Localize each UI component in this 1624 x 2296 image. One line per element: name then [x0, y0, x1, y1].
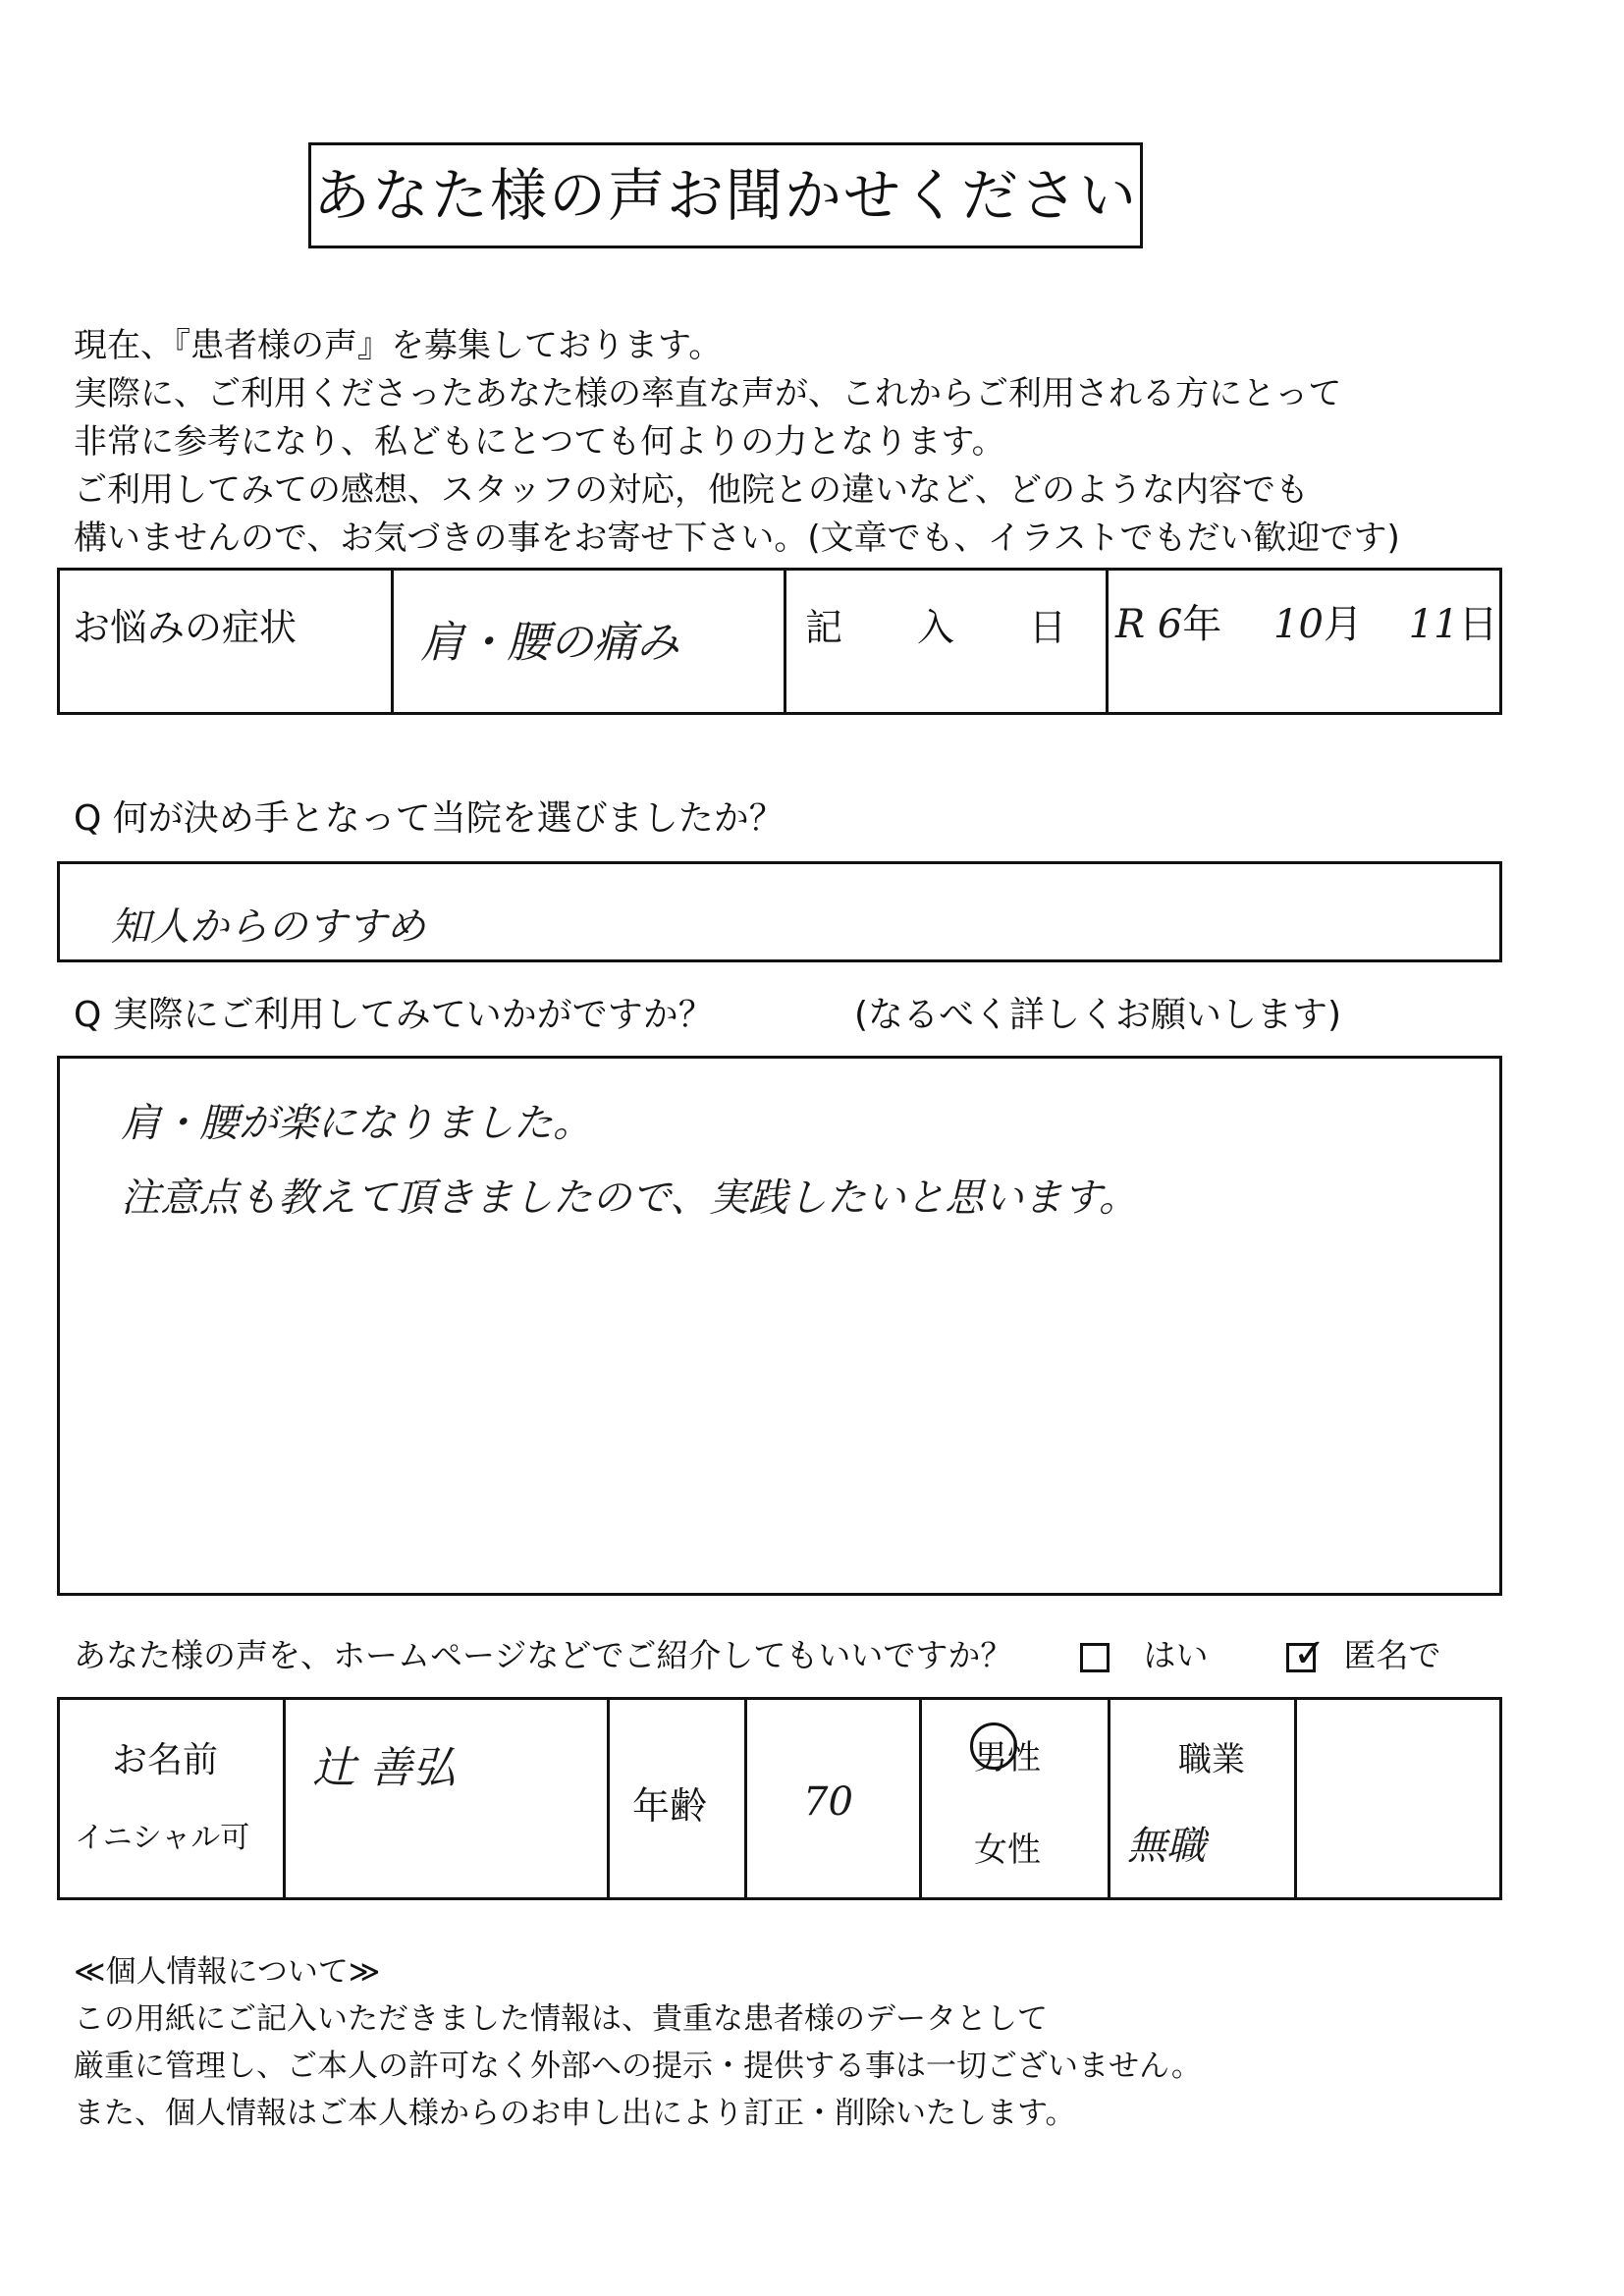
form-title: あなた様の声お聞かせください: [308, 142, 1143, 248]
symptom-row: [57, 568, 1502, 715]
q2-answer-box[interactable]: [57, 1056, 1502, 1596]
date-label: 記 入 日: [805, 606, 1067, 649]
consent-yes[interactable]: [1080, 1630, 1209, 1676]
date-year-unit: 年: [1182, 602, 1222, 647]
q1-answer-box[interactable]: [57, 861, 1502, 962]
q2-answer-line: 注意点も教えて頂きましたので、実践したいと思います。: [121, 1175, 1138, 1221]
check-mark-icon: ✓: [1293, 1630, 1326, 1676]
consent-anon[interactable]: [1286, 1630, 1441, 1676]
gender-female-label[interactable]: 女性: [974, 1831, 1041, 1870]
privacy-line: 厳重に管理し、ご本人の許可なく外部への提示・提供する事は一切ございません。: [74, 2049, 1202, 2084]
consent-anon-label: 匿名で: [1343, 1636, 1441, 1674]
privacy-heading: ≪個人情報について≫: [74, 1954, 381, 1990]
intro-text: [74, 322, 1400, 563]
intro-line: 現在、『患者様の声』を募集しております。: [74, 326, 723, 365]
gender-male-label: 男性: [974, 1738, 1041, 1777]
consent-yes-label: はい: [1143, 1636, 1209, 1674]
date-year: 6: [1157, 602, 1183, 647]
age-label: 年齢: [632, 1784, 708, 1828]
consent-anon-checkbox[interactable]: [1286, 1630, 1326, 1676]
name-label: お名前: [112, 1740, 219, 1780]
consent-yes-checkbox[interactable]: [1080, 1643, 1110, 1672]
intro-line: 実際に、ご利用くださったあなた様の率直な声が、これからご利用される方にとって: [74, 374, 1342, 413]
symptom-label: お悩みの症状: [73, 606, 298, 649]
symptom-value[interactable]: 肩・腰の痛み: [420, 618, 679, 668]
q2-note: (なるべく詳しくお願いします): [854, 995, 1342, 1035]
intro-line: ご利用してみての感想、スタッフの対応，他院との違いなど、どのような内容でも: [74, 470, 1309, 510]
intro-line: 構いませんので、お気づきの事をお寄せ下さい。(文章でも、イラストでもだい歓迎です): [74, 519, 1400, 558]
date-value[interactable]: [1115, 593, 1498, 649]
q1-answer: 知人からのすすめ: [111, 904, 426, 950]
date-month-unit: 月: [1323, 602, 1363, 647]
info-table: [57, 1697, 1502, 1900]
name-value[interactable]: 辻 善弘: [312, 1743, 456, 1793]
occupation-value[interactable]: 無職: [1127, 1824, 1206, 1869]
q2-answer-line: 肩・腰が楽になりました。: [121, 1101, 592, 1146]
privacy-line: この用紙にご記入いただきました情報は、貴重な患者様のデータとして: [74, 2001, 1048, 2037]
date-day-unit: 日: [1458, 602, 1498, 647]
occupation-label: 職業: [1178, 1740, 1245, 1779]
date-day: 11: [1408, 602, 1459, 647]
age-value[interactable]: 70: [803, 1779, 853, 1825]
name-sub-label: イニシャル可: [75, 1821, 250, 1855]
q2-question: Q 実際にご利用してみていかがですか？: [74, 995, 714, 1035]
intro-line: 非常に参考になり、私どもにとつても何よりの力となります。: [74, 422, 1005, 462]
privacy-notice: [74, 1948, 1202, 2137]
q1-question: Q 何が決め手となって当院を選びましたか？: [74, 798, 785, 839]
gender-male-option[interactable]: [970, 1726, 1049, 1785]
privacy-line: また、個人情報はご本人様からのお申し出により訂正・削除いたします。: [74, 2096, 1076, 2131]
consent-question: あなた様の声を、ホームページなどでご紹介してもいいですか？: [74, 1636, 1013, 1674]
date-month: 10: [1273, 602, 1324, 647]
date-era: R: [1115, 602, 1146, 647]
